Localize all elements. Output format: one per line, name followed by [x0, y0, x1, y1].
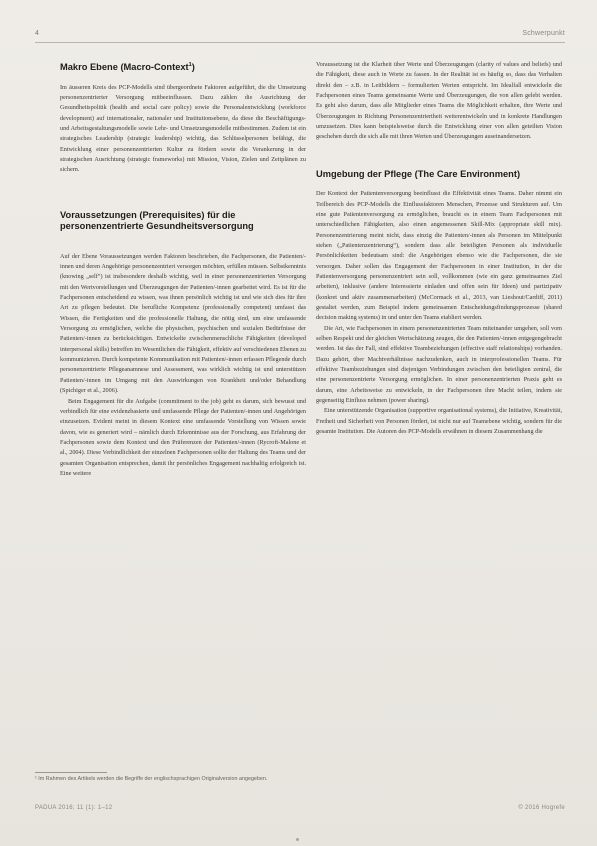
- publisher-copyright: © 2016 Hogrefe: [518, 805, 565, 811]
- section-heading-macro: [60, 60, 306, 74]
- page-marker: [296, 838, 299, 841]
- paragraph-prerequisites-2: Beim Engagement für die Aufgabe (commitment to the job) geht es darum, sich bewusst und verbindlich für eine evidenzbasierte und umfassende Pflege der Patienten/-innen und Angehörigen einzusetzen. Evident meint in diesem Kontext eine umfassende Vorstellung von Wissen sowie davon, wie es generiert wird – nämlich durch Erkenntnisse aus der Forschung, aus Erfahrung der Fachpersonen sowie dem Kontext und den Präferenzen der Patienten/-innen (Rycroft-Malone et al., 2004). Diese Verbindlichkeit der einzelnen Fachpersonen sollte der Haltung des Teams und der gesamten Organisation entsprechen, damit ihr persönliches Engagement nachhaltig erfolgreich ist. Eine weitere: [60, 397, 306, 477]
- footnote-divider: [35, 772, 107, 773]
- paragraph-care-environment-1: Der Kontext der Patientenversorgung beeinflusst die Effektivität eines Teams. Daher nimmt ein Teilbereich des PCP-Modells die Einflussfaktoren Menschen, Prozesse und Strukturen auf. Um eine gute Patientenversorgung zu ermöglichen, braucht es in einem Team Fachpersonen mit unterschiedlichen Fähigkeiten, also einen angemessenen Skill-Mix (appropriate skill mix). Personenzentrierung meint nicht, dass einzig die Patienten/-innen als Personen im Mittelpunkt stehen („Patientenzentrierung“), sondern dass alle beteiligten Personen als individuelle Persönlichkeiten bedeutsam sind: die Angehörigen ebenso wie die Fachpersonen, die sie versorgen. Daher sollen das Engagement der Fachpersonen in einer Institution, in der die Patientenversorgung personenzentriert sein soll, vollkommen (wie ein ganz gemeinsames Ziel arbeiten), inklusive (andere Interessierte einladen und offen sein für Ideen) und partizipativ (konkret und aktiv zusammenarbeiten) (McCormack et al., 2013, van Lieshout/Cardiff, 2011) gestaltet werden, zum Beispiel indem gemeinsamen Entscheidungsfindungsprozesse (shared decision making systems) in und unter den Teams etabliert werden.: [316, 190, 562, 322]
- page-number: 4: [35, 30, 39, 37]
- left-column: [60, 60, 306, 479]
- section-heading-prerequisites: Voraussetzungen (Prerequisites) für die personenzentrierte Gesundheitsversorgung: [60, 209, 254, 232]
- spacer: [60, 176, 306, 210]
- paragraph-prerequisites-1: Auf der Ebene Voraussetzungen werden Faktoren beschrieben, die Fachpersonen, die Patienten/-innen und deren Angehörige personenzentriert versorgen möchten, erfüllen müssen. Selbstkenntnis (knowing „self“) ist insbesondere deshalb wichtig, weil in einer personenzentrierten Versorgung mit den Wertvorstellungen und Überzeugungen der Patienten/-innen gearbeitet wird. Es ist für die Fachpersonen entscheidend zu wissen, was ihnen persönlich wichtig ist und wie sich dies für ihre Art zu pflegen bedeutet. Die berufliche Kompetenz (professionally competent) umfasst das Wissen, die Fertigkeiten und die professionelle Haltung, die nötig sind, um eine umfassende Versorgung zu ermöglichen, welche die physischen, psychischen und sozialen Bedürfnisse der Patienten/-innen zu berücksichtigen. Entwickelte zwischenmenschliche Fähigkeiten (developed interpersonal skills) betreffen im Wesentlichen die Fähigkeit, effektiv auf verschiedenen Ebenen zu kommunizieren. Durch kompetente Kommunikation mit Patienten/-innen erfassen Pflegende durch personenzentrierte Pflegeanamnese und Assessment, was wirklich wichtig ist und unterstützen Patienten/-innen im Umgang mit den Auswirkungen von Krankheit und/oder Behandlung (Spichiger et al., 2006).: [60, 252, 306, 395]
- footnote-marker: 1: [188, 62, 192, 68]
- section-heading-macro-close: ): [191, 62, 195, 73]
- footnote: ¹ Im Rahmen des Artikels werden die Begriffe der englischsprachigen Originalversion angegeben.: [35, 776, 268, 782]
- section-heading-care-environment: Umgebung der Pflege (The Care Environment): [316, 168, 521, 179]
- section-heading-macro-text: Makro Ebene (Macro-Context: [60, 62, 189, 73]
- journal-citation: PADUA 2016; 11 (1): 1–12: [35, 805, 113, 811]
- paragraph-care-environment-3: Eine unterstützende Organisation (supportive organisational systems), die Initiative, Kreativität, Freiheit und Sicherheit von Personen fördert, ist nicht nur auf Teamebene wichtig, sondern für die gesamte Institution. Die Autoren des PCP-Modells erwähnen in diesem Zusammenhang die: [316, 407, 562, 436]
- header-divider: [35, 42, 565, 43]
- right-column: [316, 60, 562, 438]
- spacer: [60, 242, 306, 252]
- running-title: Schwerpunkt: [522, 30, 565, 37]
- spacer: [316, 143, 562, 169]
- paragraph-care-environment-2: Die Art, wie Fachpersonen in einem personenzentrierten Team miteinander umgehen, soll vom selben Respekt und der gleichen Wertschätzung zeugen, die den Patienten/-innen entgegengebracht werden. Ist das der Fall, sind effektive Teambeziehungen (effective staff relationships) vorhanden. Dazu gehört, über Machtverhältnisse nachzudenken, auch in interprofessionellen Teams. Für effektive Teambeziehungen sind diejenigen Verbindungen zwischen den beteiligten zentral, die eine personenzentrierte Versorgung ermöglichen. In einer personenzentrierten Praxis geht es darum, eine Arbeitsweise zu entwickeln, in der Fachpersonen ihre Macht teilen, indem sie gegenseitig Einfluss nehmen (power sharing).: [316, 324, 562, 405]
- paragraph-macro: Im äusseren Kreis des PCP-Modells sind übergeordnete Faktoren aufgeführt, die die Umsetzung personenzentrierter Versorgung mitbeeinflussen. Dazu zählen die Ausrichtung der Gesundheitspolitik (health and social care policy) sowie die Personalentwicklung (workforce development) auf internationaler, nationaler und Institutionsebene, da diese die Beschäftigungs- und Arbeitsgestaltungsmodelle sowie Lehr- und Umsetzungsmodelle mitbestimmen. Zudem ist ein strategisches Leadership (strategic leadership) wichtig, das Schlüsselpersonen befähigt, die Entwicklung einer personenzentrierten Kultur zu fördern sowie die Verankerung in der strategischen Ausrichtung (strategic frameworks) mit Mission, Vision, Zielen und Zeitplänen zu sichern.: [60, 83, 306, 174]
- paragraph-values: Voraussetzung ist die Klarheit über Werte und Überzeugungen (clarity of values and beliefs) und die Fähigkeit, diese auch in Worte zu fassen. In der Realität ist es häufig so, dass das Verhalten direkt den – z.B. in Leitbildern – formulierten Werten entspricht. Im Idealfall entwickeln die Fachpersonen eines Teams gemeinsame Werte und Überzeugungen, die von allen gelebt werden. Es geht also darum, dass alle Mitglieder eines Teams die Möglichkeit erhalten, ihre Werte und Überzeugungen in Richtung Personenzentriertheit weiterentwickeln und in konkrete Handlungen umzusetzen. Dies kann beispielsweise durch die Entwicklung einer von allen geteilten Vision geschehen durch die sich alle mit ihren Werten und Überzeugungen auseinandersetzen.: [316, 61, 562, 141]
